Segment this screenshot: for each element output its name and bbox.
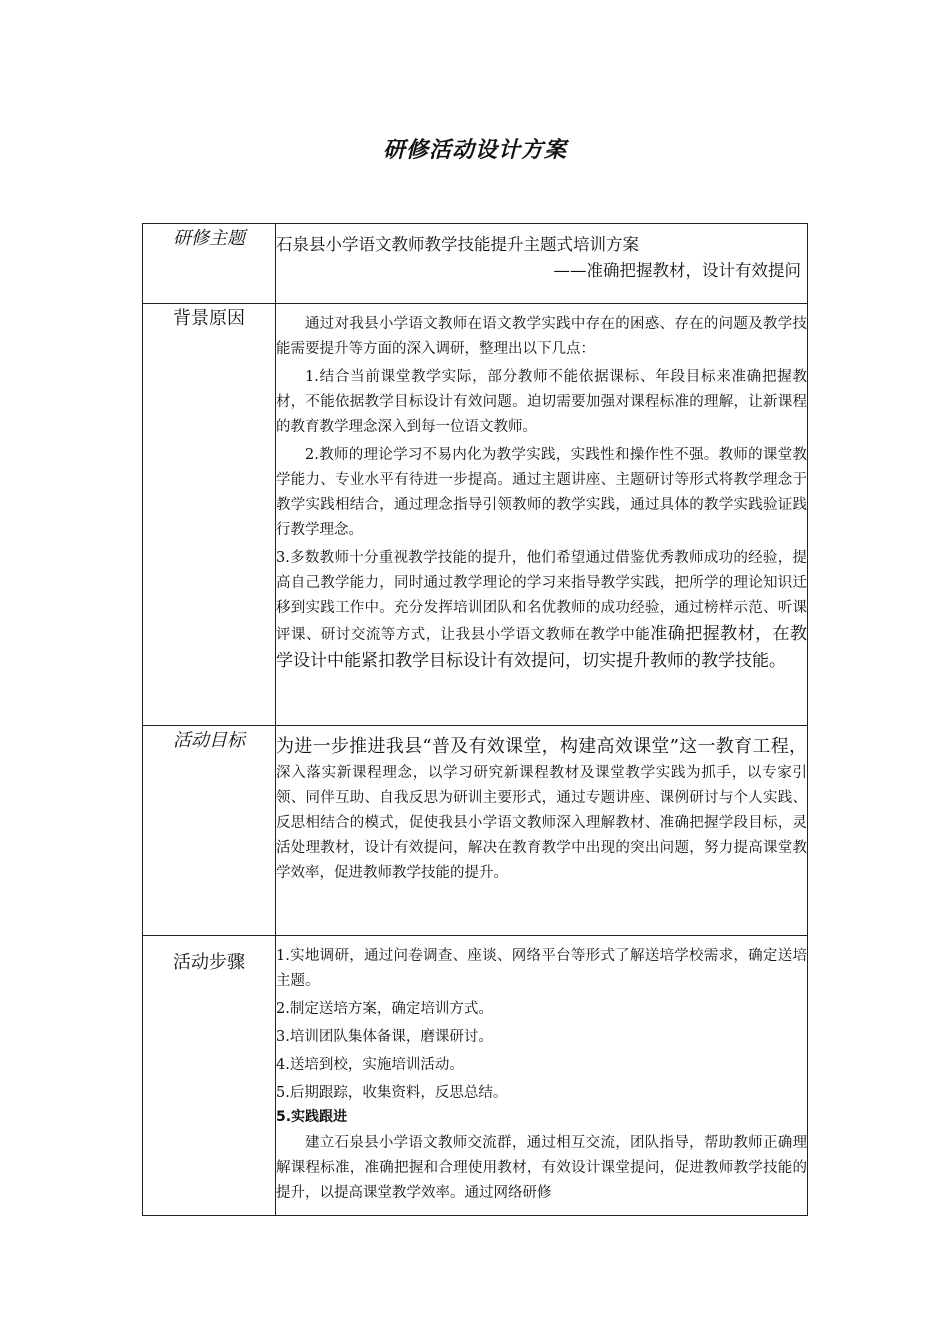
steps-content: [276, 936, 808, 1216]
theme-row: [143, 224, 808, 304]
background-row: [143, 304, 808, 726]
background-intro: 通过对我县小学语文教师在语文教学实践中存在的困惑、存在的问题及教学技能需要提升等方面的深入调研，整理出以下几点：: [276, 316, 807, 357]
background-point-3-emphasis: 准确把握教材，在教学设计中能紧扣教学目标设计有效提问，切实提升教师的教学技能。: [276, 624, 808, 671]
goal-content: [276, 726, 808, 936]
theme-title: 石泉县小学语文教师教学技能提升主题式培训方案: [276, 235, 639, 254]
background-point-1: 1.结合当前课堂教学实际，部分教师不能依据课标、年段目标来准确把握教材，不能依据教学目标设计有效问题。迫切需要加强对课程标准的理解，让新课程的教育教学理念深入到每一位语文教师。: [276, 369, 807, 435]
step-item: 2.制定送培方案，确定培训方式。: [276, 1001, 493, 1017]
step-item: 4.送培到校，实施培训活动。: [276, 1057, 464, 1073]
goal-body: 深入落实新课程理念，以学习研究新课程教材及课堂教学实践为抓手，以专家引领、同伴互助、自我反思为研训主要形式，通过专题讲座、课例研讨与个人实践、反思相结合的模式，促使我县小学语文教师深入理解教材、准确把握学段目标，灵活处理教材，设计有效提问，解决在教育教学中出现的突出问题，努力提高课堂教学效率，促进教师教学技能的提升。: [276, 765, 807, 881]
goal-lead: 为进一步推进我县“普及有效课堂，构建高效课堂”这一教育工程，: [276, 736, 807, 757]
background-content: [276, 304, 808, 726]
plan-table: [142, 223, 808, 1216]
steps-label: 活动步骤: [143, 936, 276, 1216]
theme-content: [276, 224, 808, 304]
background-point-3: [276, 546, 807, 675]
background-label: 背景原因: [143, 304, 276, 726]
background-point-2: 2.教师的理论学习不易内化为教学实践，实践性和操作性不强。教师的课堂教学能力、专业水平有待进一步提高。通过主题讲座、主题研讨等形式将教学理念于教学实践相结合，通过理念指导引领教师的教学实践，通过具体的教学实践验证践行教学理念。: [276, 447, 807, 538]
background-point-3-text: 3.多数教师十分重视教学技能的提升，他们希望通过借鉴优秀教师成功的经验，提高自己教学能力，同时通过教学理论的学习来指导教学实践，把所学的理论知识迁移到实践工作中。充分发挥培训团队和名优教师的成功经验，通过榜样示范、听课评课、研讨交流等方式，让我县小学语文教师在教学中能: [276, 550, 807, 643]
practice-heading: 5.实践跟进: [276, 1109, 348, 1125]
step-item: 5.后期跟踪，收集资料，反思总结。: [276, 1085, 508, 1101]
step-item: 3.培训团队集体备课，磨课研讨。: [276, 1029, 493, 1045]
goal-text: [276, 734, 807, 886]
goal-label: 活动目标: [143, 726, 276, 936]
steps-row: [143, 936, 808, 1216]
theme-subtitle: ——准确把握教材，设计有效提问: [553, 261, 801, 280]
practice-text: 建立石泉县小学语文教师交流群，通过相互交流，团队指导，帮助教师正确理解课程标准，准确把握和合理使用教材，有效设计课堂提问，促进教师教学技能的提升，以提高课堂教学效率。通过网络研修: [276, 1135, 807, 1201]
step-item: 1.实地调研，通过问卷调查、座谈、网络平台等形式了解送培学校需求，确定送培主题。: [276, 948, 807, 989]
theme-label: 研修主题: [143, 224, 276, 304]
document-title: 研修活动设计方案: [382, 137, 567, 163]
goal-row: [143, 726, 808, 936]
